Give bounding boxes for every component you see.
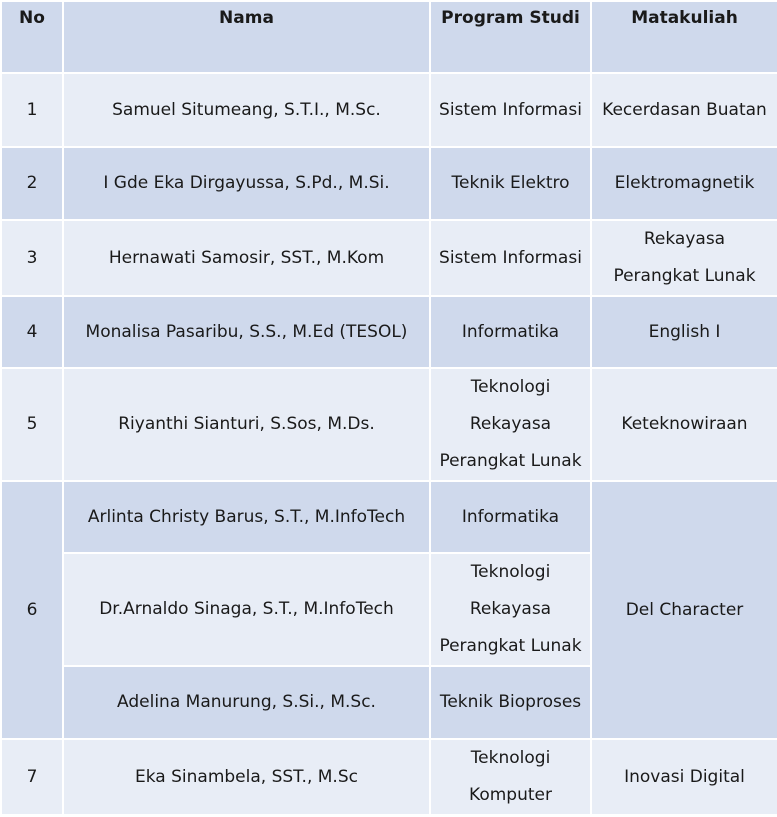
cell-prodi-line: Rekayasa — [469, 599, 552, 619]
cell-prodi — [430, 553, 591, 666]
cell-nama: Samuel Situmeang, S.T.I., M.Sc. — [63, 73, 430, 147]
header-row — [1, 1, 777, 73]
table-row — [1, 296, 777, 368]
cell-prodi: Informatika — [430, 296, 591, 368]
table-row — [1, 739, 777, 815]
cell-prodi-line: Teknologi — [470, 748, 551, 768]
cell-prodi: Sistem Informasi — [430, 73, 591, 147]
cell-matkul — [591, 220, 777, 296]
table-row — [1, 481, 777, 553]
table-row — [1, 147, 777, 220]
cell-prodi-line: Perangkat Lunak — [439, 636, 582, 656]
cell-nama: Dr.Arnaldo Sinaga, S.T., M.InfoTech — [63, 553, 430, 666]
cell-nama: Hernawati Samosir, SST., M.Kom — [63, 220, 430, 296]
cell-nama: Riyanthi Sianturi, S.Sos, M.Ds. — [63, 368, 430, 481]
cell-prodi — [430, 739, 591, 815]
cell-no: 7 — [1, 739, 63, 815]
cell-no: 6 — [1, 481, 63, 739]
cell-prodi-line: Perangkat Lunak — [439, 451, 582, 471]
cell-no: 4 — [1, 296, 63, 368]
cell-nama: Monalisa Pasaribu, S.S., M.Ed (TESOL) — [63, 296, 430, 368]
cell-matkul: Keteknowiraan — [591, 368, 777, 481]
cell-nama: I Gde Eka Dirgayussa, S.Pd., M.Si. — [63, 147, 430, 220]
cell-no: 5 — [1, 368, 63, 481]
header-nama: Nama — [63, 1, 430, 73]
cell-matkul-line: Perangkat Lunak — [613, 266, 756, 286]
header-matkul: Matakuliah — [591, 1, 777, 73]
cell-prodi: Teknik Bioproses — [430, 666, 591, 739]
header-prodi: Program Studi — [430, 1, 591, 73]
cell-nama: Eka Sinambela, SST., M.Sc — [63, 739, 430, 815]
cell-prodi-line: Komputer — [469, 785, 552, 805]
cell-matkul-line: Rekayasa — [643, 229, 726, 249]
cell-no: 1 — [1, 73, 63, 147]
cell-no: 2 — [1, 147, 63, 220]
cell-prodi: Teknik Elektro — [430, 147, 591, 220]
header-no: No — [1, 1, 63, 73]
cell-prodi: Sistem Informasi — [430, 220, 591, 296]
cell-matkul: Elektromagnetik — [591, 147, 777, 220]
cell-prodi: Informatika — [430, 481, 591, 553]
cell-prodi-line: Teknologi — [470, 562, 551, 582]
cell-matkul: Inovasi Digital — [591, 739, 777, 815]
cell-nama: Arlinta Christy Barus, S.T., M.InfoTech — [63, 481, 430, 553]
cell-matkul: English I — [591, 296, 777, 368]
cell-no: 3 — [1, 220, 63, 296]
table-row — [1, 73, 777, 147]
cell-matkul: Kecerdasan Buatan — [591, 73, 777, 147]
cell-matkul: Del Character — [591, 481, 777, 739]
table-row — [1, 220, 777, 296]
cell-prodi-line: Rekayasa — [469, 414, 552, 434]
table-row — [1, 368, 777, 481]
cell-prodi — [430, 368, 591, 481]
cell-prodi-line: Teknologi — [470, 377, 551, 397]
cell-nama: Adelina Manurung, S.Si., M.Sc. — [63, 666, 430, 739]
